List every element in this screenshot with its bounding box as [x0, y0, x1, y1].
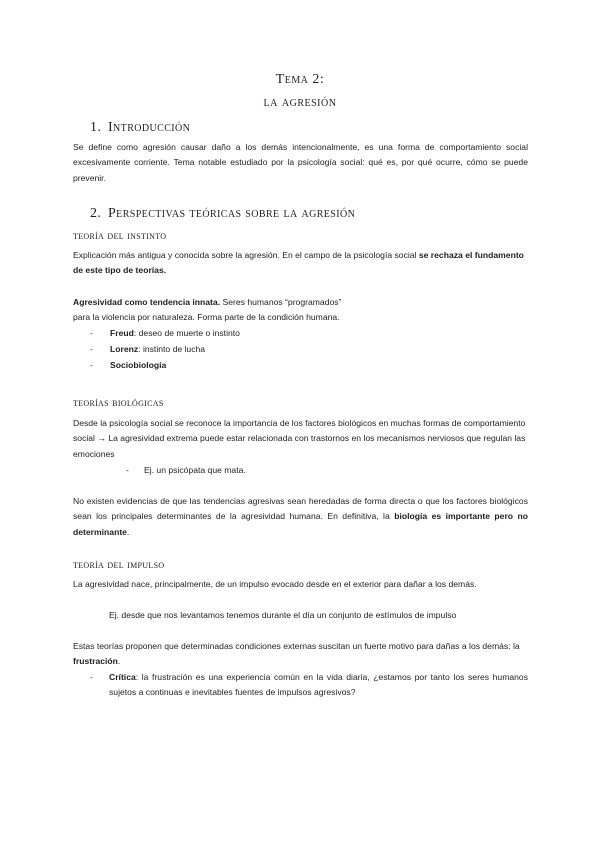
document-title-line1: Tema 2:	[275, 72, 325, 87]
biological-conclusion-text: No existen evidencias de que las tendencias agresivas sean heredadas de forma directa o que los factores biológicos sean los principales determinantes de la agresividad humana. En definitiva, la	[73, 496, 528, 522]
biological-paragraph: Desde la psicología social se reconoce la importancia de los factores biológicos en muchas formas de comportamiento social → La agresividad extrema puede estar relacionada con trastornos en los mecanismos nerviosos que regulan las emociones	[73, 418, 526, 459]
bullet-dash: -	[126, 465, 129, 475]
innate-aggression-line-2: para la violencia por naturaleza. Forma parte de la condición humana.	[73, 312, 340, 322]
impulse-paragraph: La agresividad nace, principalmente, de un impulso evocado desde en el exterior para dañar a los demás.	[73, 579, 477, 589]
section-2-title: Perspectivas teóricas sobre la agresión	[108, 206, 356, 221]
list-item	[126, 463, 246, 478]
list-item	[90, 326, 240, 341]
biological-conclusion-end: .	[126, 526, 130, 537]
biological-conclusion-bold: biología es importante pero no determinante	[73, 511, 529, 537]
section-2-number: 2.	[90, 206, 102, 221]
impulse-theory-heading: teoría del impulso	[73, 557, 165, 571]
biological-conclusion-paragraph	[73, 494, 528, 540]
intro-paragraph: Se define como agresión causar daño a los demás intencionalmente, es una forma de comportamiento social excesivamente corriente. Tema notable estudiado por la psicología social: qué es, por qué ocurre, cómo se puede prevenir.	[73, 142, 528, 183]
bullet-bold: Lorenz	[110, 344, 139, 354]
bullet-dash: -	[90, 328, 93, 338]
bullet-dash: -	[90, 344, 93, 354]
bullet-text: : instinto de lucha	[138, 344, 206, 354]
document-title-line2: la agresión	[263, 95, 337, 110]
section-1-number: 1.	[90, 120, 102, 135]
list-item	[90, 358, 166, 373]
list-item	[90, 342, 205, 357]
instinct-intro-text: Explicación más antigua y conocida sobre la agresión. En el campo de la psicología social	[73, 250, 419, 260]
impulse-example: Ej. desde que nos levantamos tenemos durante el día un conjunto de estímulos de impulso	[109, 610, 457, 620]
bullet-dash: -	[90, 360, 93, 370]
frustration-bold: frustración	[73, 656, 118, 667]
section-1-title: Introducción	[108, 120, 191, 135]
innate-aggression-line	[73, 295, 341, 310]
bullet-dash: -	[90, 672, 93, 682]
innate-aggression-bold: Agresividad como tendencia innata.	[73, 297, 221, 307]
bullet-text: : deseo de muerte o instinto	[133, 328, 240, 338]
bullet-text: Ej. un psicópata que mata.	[144, 465, 246, 475]
bullet-bold: Sociobiología	[110, 360, 167, 370]
frustration-text: Estas teorías proponen que determinadas condiciones externas suscitan un fuerte motivo para dañas a los demás: la	[73, 641, 520, 651]
instinct-intro-paragraph	[73, 248, 531, 279]
critique-bold: Crítica	[109, 672, 136, 682]
section-2-heading	[90, 206, 355, 222]
biological-theories-heading: teorías biológicas	[73, 395, 164, 409]
instinct-intro-bold: se rechaza el fundamento de este tipo de teorías.	[73, 250, 524, 276]
bullet-bold: Freud	[110, 328, 134, 338]
critique-text: : la frustración es una experiencia común en la vida diaria, ¿estamos por tanto los seres humanos sujetos a continuas e inevitables fuentes de impulsos agresivos?	[109, 672, 528, 698]
critique-paragraph	[109, 670, 528, 701]
frustration-end: .	[117, 656, 121, 667]
instinct-theory-heading: teoría del instinto	[73, 228, 167, 242]
innate-aggression-text: Seres humanos “programados”	[220, 297, 342, 307]
section-1-heading	[90, 120, 190, 136]
frustration-paragraph	[73, 639, 530, 670]
